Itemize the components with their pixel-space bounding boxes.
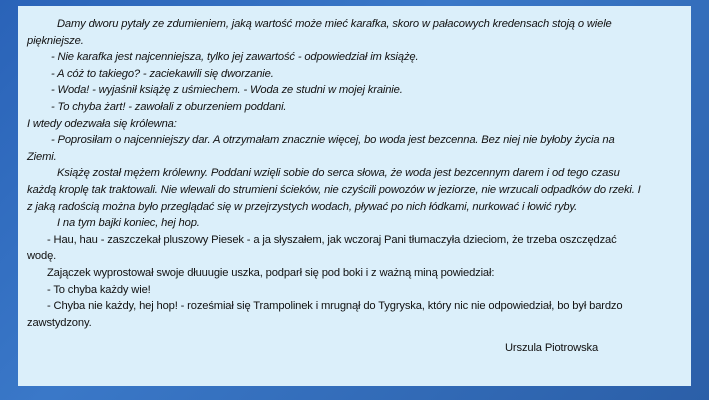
story-line: - To chyba żart! - zawołali z oburzeniem poddani. <box>51 100 287 113</box>
story-line: piękniejsze. <box>27 34 84 47</box>
story-line: I na tym bajki koniec, hej hop. <box>57 217 200 230</box>
story-line: - Woda! - wyjaśnił książę z uśmiechem. - Woda ze studni w mojej krainie. <box>51 84 403 97</box>
story-line: Książę został mężem królewny. Poddani wzięli sobie do serca słowa, że woda jest bezcennym darem i od tego czasu <box>57 167 620 180</box>
story-line: - To chyba każdy wie! <box>47 283 151 296</box>
story-line: każdą kroplę tak traktowali. Nie wlewali do strumieni ścieków, nie czyścili powozów w jeziorze, nie wrzucali odpadków do rzeki. I <box>27 183 641 196</box>
author-signature: Urszula Piotrowska <box>505 342 599 355</box>
story-line: - Poprosiłam o najcenniejszy dar. A otrzymałam znacznie więcej, bo woda jest bezcenna. Bez niej nie byłoby życia na <box>51 134 615 147</box>
story-line: - A cóż to takiego? - zaciekawili się dworzanie. <box>51 67 274 80</box>
story-line: - Chyba nie każdy, hej hop! - roześmiał się Trampolinek i mrugnął do Tygryska, który nic nie odpowiedział, bo był bardzo <box>47 300 623 313</box>
story-line: Zajączek wyprostował swoje dłuuugie uszka, podparł się pod boki i z ważną miną powiedział: <box>47 266 495 279</box>
story-text-panel <box>18 6 691 386</box>
story-line: wodę. <box>27 250 57 263</box>
story-line: - Hau, hau - zaszczekał pluszowy Piesek - a ja słyszałem, jak wczoraj Pani tłumaczyła dzieciom, że trzeba oszczędzać <box>47 233 617 246</box>
story-line: I wtedy odezwała się królewna: <box>27 117 177 130</box>
story-line: - Nie karafka jest najcenniejsza, tylko jej zawartość - odpowiedział im książę. <box>51 51 419 64</box>
story-line: zawstydzony. <box>27 316 92 329</box>
story-line: Ziemi. <box>27 150 57 163</box>
story-line: Damy dworu pytały ze zdumieniem, jaką wartość może mieć karafka, skoro w pałacowych kredensach stoją o wiele <box>57 18 612 30</box>
story-line: z jaką radością można było przeglądać się w przejrzystych wodach, pływać po nich łódkami, nurkować i łowić ryby. <box>27 200 578 213</box>
